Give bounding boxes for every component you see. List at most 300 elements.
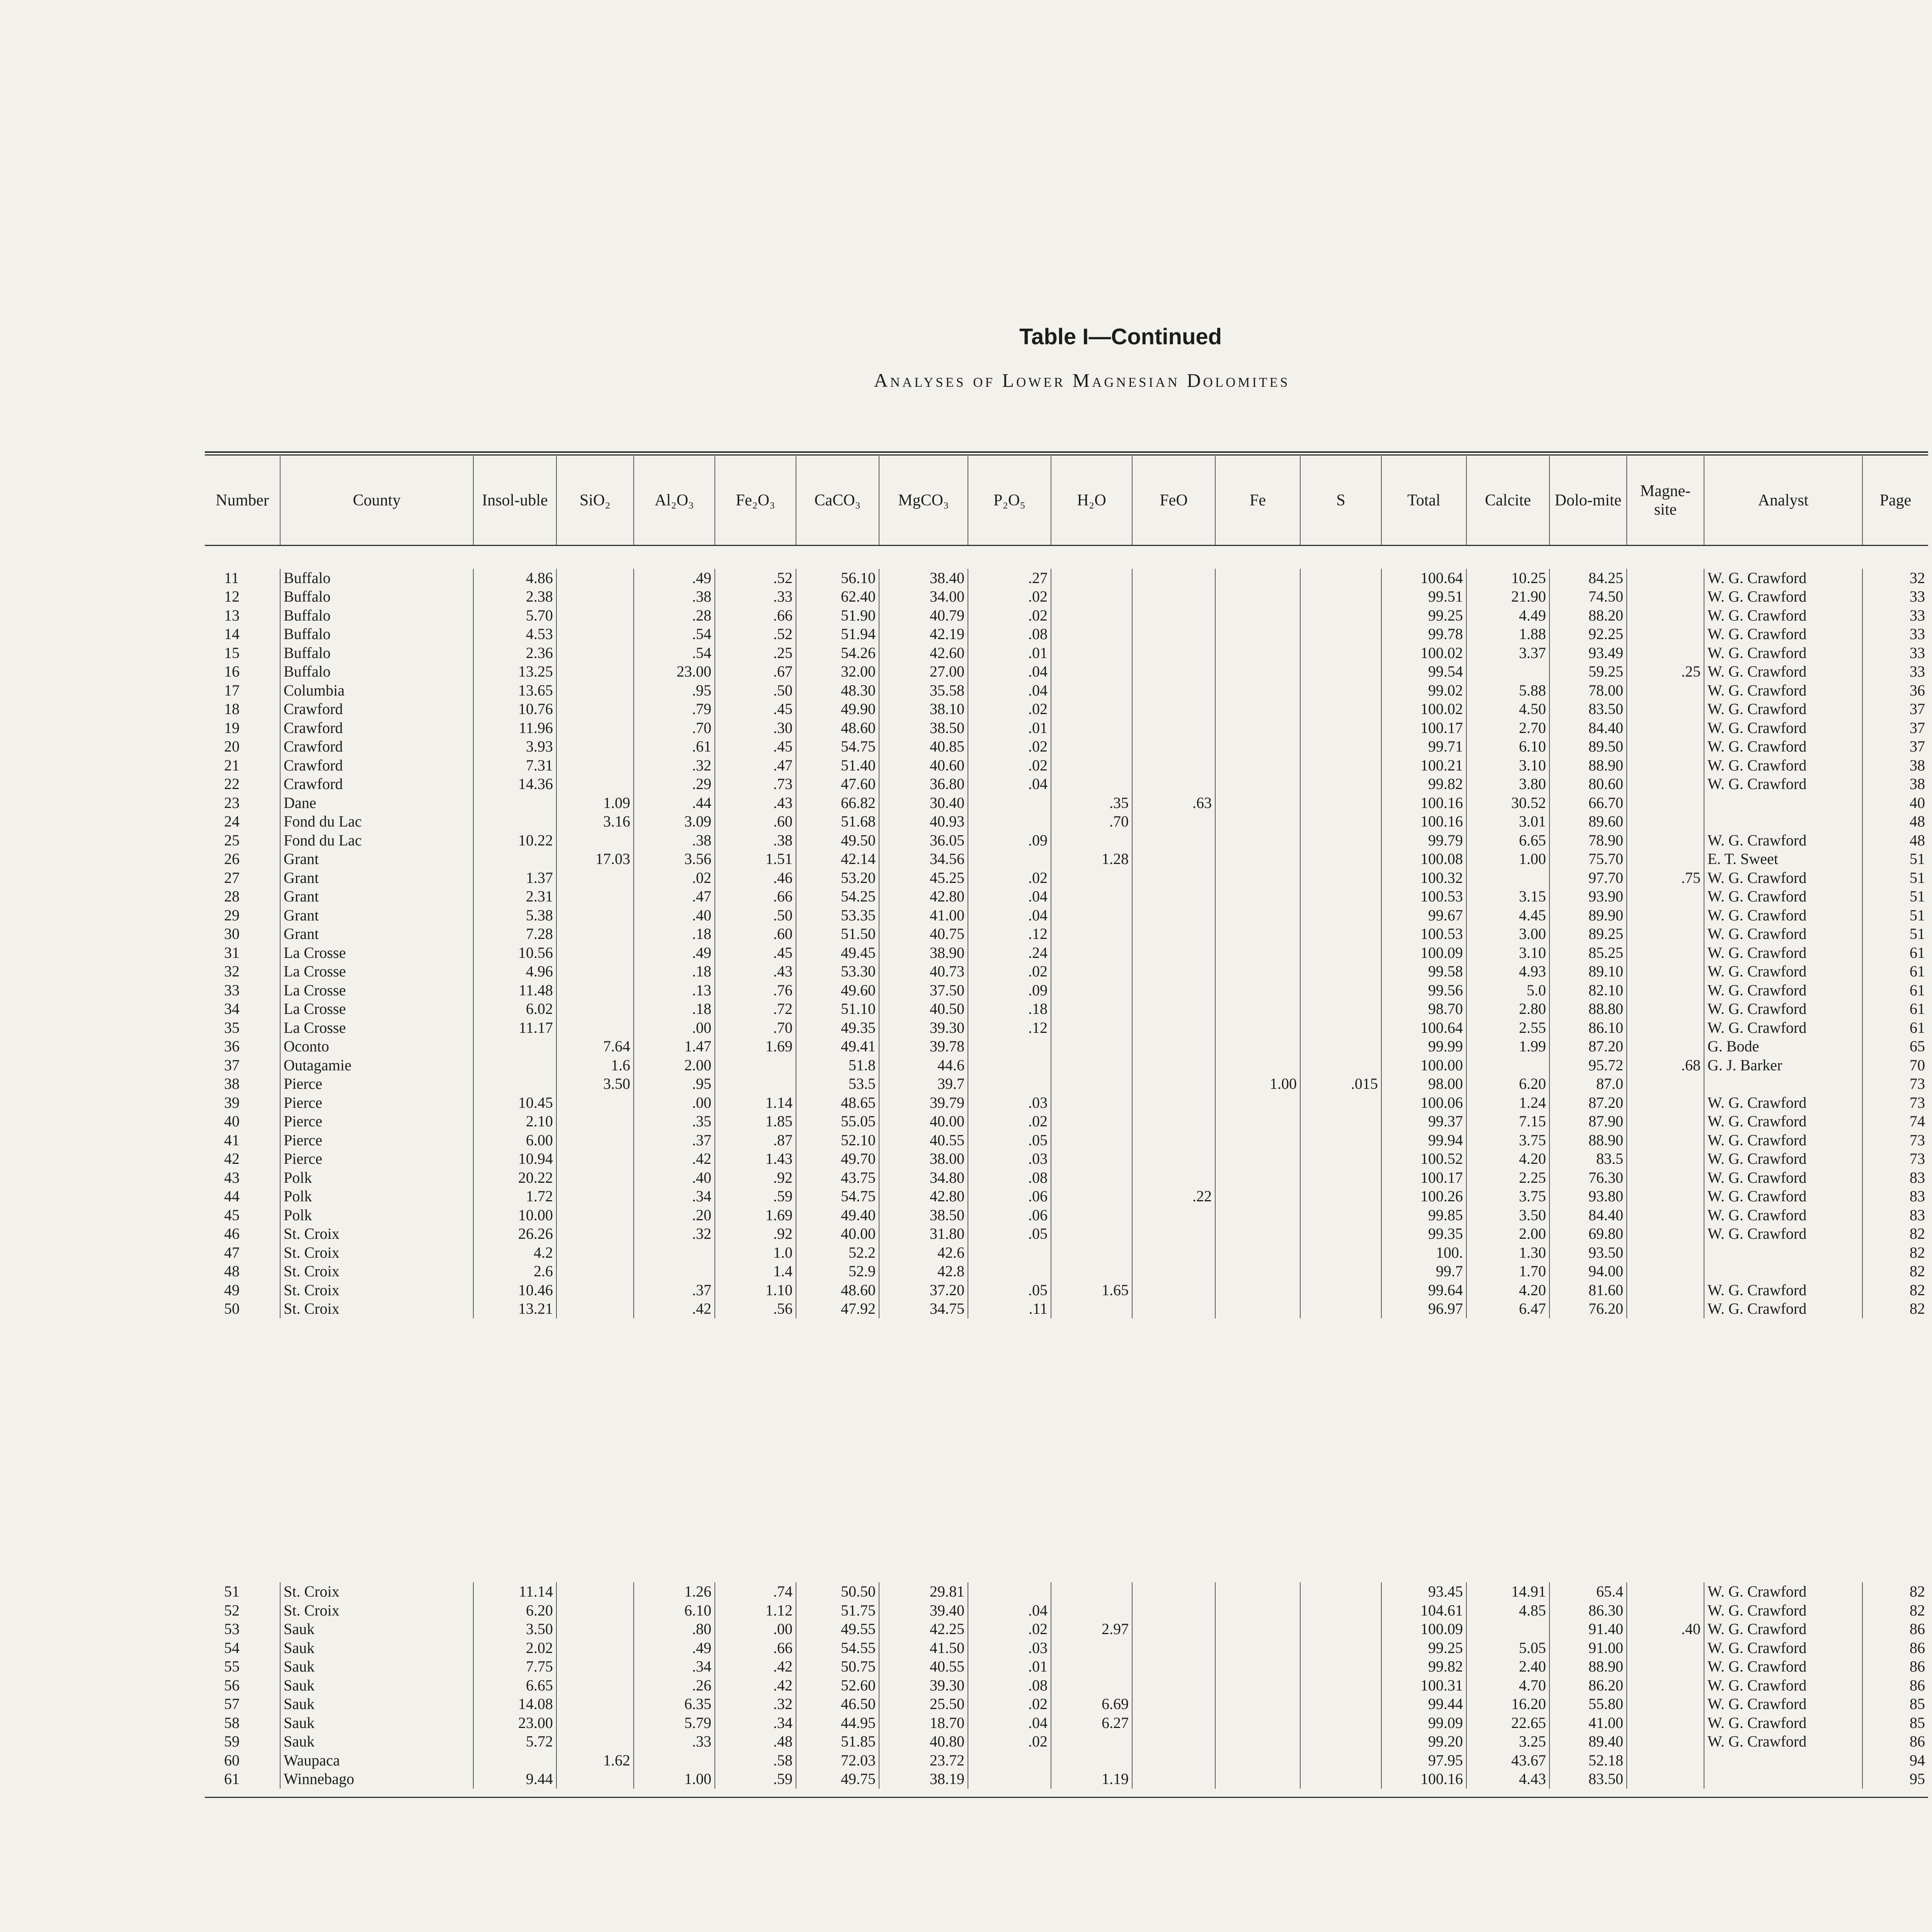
cell-al2o3: .34 bbox=[634, 1187, 715, 1206]
cell-magnesite bbox=[1627, 1112, 1704, 1131]
cell-al2o3: .29 bbox=[634, 775, 715, 794]
cell-s bbox=[1300, 1000, 1381, 1019]
cell-h2o bbox=[1051, 775, 1132, 794]
cell-fe2o3: .92 bbox=[715, 1168, 796, 1187]
cell-mgco3: 42.19 bbox=[879, 625, 968, 644]
cell-h2o bbox=[1051, 1150, 1132, 1168]
cell-magnesite bbox=[1627, 925, 1704, 944]
cell-s bbox=[1300, 944, 1381, 963]
cell-analyst: G. J. Barker bbox=[1704, 1056, 1862, 1075]
cell-insoluble: 4.53 bbox=[473, 625, 556, 644]
table-row bbox=[205, 700, 1928, 719]
table-row bbox=[205, 906, 1928, 925]
cell-mgco3: 42.80 bbox=[879, 1187, 968, 1206]
cell-p2o5 bbox=[968, 1262, 1051, 1281]
cell-s bbox=[1300, 1281, 1381, 1300]
cell-s bbox=[1300, 587, 1381, 606]
cell-dolomite: 89.10 bbox=[1549, 962, 1627, 981]
cell-s bbox=[1300, 1714, 1381, 1733]
cell-h2o bbox=[1051, 587, 1132, 606]
cell-sio2 bbox=[556, 775, 634, 794]
cell-number: 34 bbox=[224, 1000, 240, 1018]
cell-fe bbox=[1215, 1751, 1300, 1770]
cell-caco3: 49.50 bbox=[796, 831, 879, 850]
cell-h2o bbox=[1051, 925, 1132, 944]
cell-fe bbox=[1215, 869, 1300, 888]
cell-total: 100.16 bbox=[1381, 1770, 1466, 1789]
cell-fe2o3: .92 bbox=[715, 1225, 796, 1243]
cell-fe bbox=[1215, 1281, 1300, 1300]
cell-mgco3: 34.00 bbox=[879, 587, 968, 606]
gap-marker bbox=[270, 1459, 1928, 1460]
cell-number: 60 bbox=[224, 1751, 240, 1769]
cell-fe2o3: .50 bbox=[715, 681, 796, 700]
cell-mgco3: 40.85 bbox=[879, 737, 968, 756]
cell-total: 99.25 bbox=[1381, 606, 1466, 625]
cell-county: Sauk bbox=[280, 1657, 473, 1676]
cell-al2o3: .54 bbox=[634, 625, 715, 644]
cell-al2o3: .49 bbox=[634, 569, 715, 588]
cell-page: 32 bbox=[1862, 569, 1928, 588]
cell-feo bbox=[1132, 1037, 1215, 1056]
cell-mgco3: 40.50 bbox=[879, 1000, 968, 1019]
cell-h2o bbox=[1051, 662, 1132, 681]
cell-al2o3: .38 bbox=[634, 587, 715, 606]
cell-s bbox=[1300, 775, 1381, 794]
cell-dolomite: 83.50 bbox=[1549, 1770, 1627, 1789]
header-fe2o3: Fe₂O₃ bbox=[715, 456, 796, 546]
cell-al2o3: .42 bbox=[634, 1150, 715, 1168]
cell-al2o3: .37 bbox=[634, 1131, 715, 1150]
cell-feo bbox=[1132, 569, 1215, 588]
cell-h2o bbox=[1051, 869, 1132, 888]
cell-al2o3: .20 bbox=[634, 1206, 715, 1225]
cell-page: 36 bbox=[1862, 681, 1928, 700]
table-row bbox=[205, 850, 1928, 869]
cell-fe bbox=[1215, 850, 1300, 869]
cell-h2o bbox=[1051, 831, 1132, 850]
cell-analyst: E. T. Sweet bbox=[1704, 850, 1862, 869]
table-row bbox=[205, 1601, 1928, 1620]
cell-fe bbox=[1215, 1695, 1300, 1714]
cell-feo bbox=[1132, 1695, 1215, 1714]
cell-fe bbox=[1215, 794, 1300, 813]
cell-magnesite bbox=[1627, 1019, 1704, 1037]
cell-calcite: 3.50 bbox=[1466, 1206, 1549, 1225]
cell-s: .015 bbox=[1300, 1075, 1381, 1094]
cell-total: 99.25 bbox=[1381, 1639, 1466, 1658]
cell-page: 82 bbox=[1862, 1299, 1928, 1318]
table-row bbox=[205, 1657, 1928, 1676]
cell-calcite: 21.90 bbox=[1466, 587, 1549, 606]
cell-calcite: 4.43 bbox=[1466, 1770, 1549, 1789]
cell-p2o5: .12 bbox=[968, 1019, 1051, 1037]
cell-calcite: 4.20 bbox=[1466, 1281, 1549, 1300]
cell-magnesite bbox=[1627, 1281, 1704, 1300]
cell-page: 48 bbox=[1862, 812, 1928, 831]
cell-fe bbox=[1215, 1639, 1300, 1658]
cell-insoluble: 10.00 bbox=[473, 1206, 556, 1225]
cell-analyst: W. G. Crawford bbox=[1704, 1019, 1862, 1037]
cell-caco3: 51.94 bbox=[796, 625, 879, 644]
cell-p2o5 bbox=[968, 1582, 1051, 1601]
cell-county: Polk bbox=[280, 1206, 473, 1225]
cell-page: 82 bbox=[1862, 1582, 1928, 1601]
cell-feo bbox=[1132, 1019, 1215, 1037]
cell-caco3: 49.60 bbox=[796, 981, 879, 1000]
cell-caco3: 46.50 bbox=[796, 1695, 879, 1714]
cell-p2o5: .06 bbox=[968, 1206, 1051, 1225]
cell-sio2: 17.03 bbox=[556, 850, 634, 869]
cell-fe bbox=[1215, 906, 1300, 925]
cell-caco3: 56.10 bbox=[796, 569, 879, 588]
cell-magnesite bbox=[1627, 944, 1704, 963]
cell-h2o bbox=[1051, 719, 1132, 738]
cell-caco3: 51.85 bbox=[796, 1732, 879, 1751]
cell-feo bbox=[1132, 1657, 1215, 1676]
cell-page: 73 bbox=[1862, 1075, 1928, 1094]
cell-fe bbox=[1215, 1262, 1300, 1281]
cell-county: St. Croix bbox=[280, 1225, 473, 1243]
cell-sio2 bbox=[556, 1019, 634, 1037]
header-page: Page bbox=[1862, 456, 1928, 546]
bottom-rule bbox=[205, 1797, 1928, 1798]
cell-dolomite: 93.49 bbox=[1549, 644, 1627, 663]
cell-caco3: 47.92 bbox=[796, 1299, 879, 1318]
cell-fe bbox=[1215, 1131, 1300, 1150]
cell-caco3: 66.82 bbox=[796, 794, 879, 813]
cell-s bbox=[1300, 1056, 1381, 1075]
table-row bbox=[205, 1037, 1928, 1056]
cell-insoluble: 23.00 bbox=[473, 1714, 556, 1733]
cell-page: 85 bbox=[1862, 1714, 1928, 1733]
cell-total: 100. bbox=[1381, 1243, 1466, 1262]
cell-insoluble: 4.2 bbox=[473, 1243, 556, 1262]
cell-magnesite bbox=[1627, 587, 1704, 606]
cell-dolomite: 88.90 bbox=[1549, 1131, 1627, 1150]
cell-h2o bbox=[1051, 625, 1132, 644]
cell-p2o5: .11 bbox=[968, 1299, 1051, 1318]
cell-dolomite: 75.70 bbox=[1549, 850, 1627, 869]
cell-total: 99.85 bbox=[1381, 1206, 1466, 1225]
cell-county: Outagamie bbox=[280, 1056, 473, 1075]
cell-fe2o3: .30 bbox=[715, 719, 796, 738]
cell-sio2 bbox=[556, 887, 634, 906]
cell-fe2o3: .00 bbox=[715, 1620, 796, 1639]
cell-p2o5: .09 bbox=[968, 981, 1051, 1000]
cell-h2o bbox=[1051, 1056, 1132, 1075]
cell-h2o bbox=[1051, 681, 1132, 700]
cell-magnesite bbox=[1627, 1037, 1704, 1056]
cell-mgco3: 30.40 bbox=[879, 794, 968, 813]
cell-calcite bbox=[1466, 1620, 1549, 1639]
cell-analyst: W. G. Crawford bbox=[1704, 831, 1862, 850]
cell-al2o3 bbox=[634, 1262, 715, 1281]
cell-feo bbox=[1132, 1676, 1215, 1695]
cell-insoluble: 10.45 bbox=[473, 1094, 556, 1112]
cell-sio2 bbox=[556, 700, 634, 719]
cell-calcite: 1.70 bbox=[1466, 1262, 1549, 1281]
cell-h2o bbox=[1051, 1187, 1132, 1206]
top-double-rule-2 bbox=[205, 454, 1928, 456]
table-row bbox=[205, 1714, 1928, 1733]
cell-magnesite bbox=[1627, 1732, 1704, 1751]
cell-fe bbox=[1215, 1187, 1300, 1206]
cell-county: La Crosse bbox=[280, 962, 473, 981]
cell-county: Pierce bbox=[280, 1131, 473, 1150]
table-row bbox=[205, 1281, 1928, 1300]
cell-mgco3: 39.30 bbox=[879, 1019, 968, 1037]
table-row bbox=[205, 587, 1928, 606]
cell-dolomite: 88.20 bbox=[1549, 606, 1627, 625]
cell-county: Crawford bbox=[280, 719, 473, 738]
cell-page: 51 bbox=[1862, 869, 1928, 888]
cell-caco3: 53.20 bbox=[796, 869, 879, 888]
cell-p2o5 bbox=[968, 812, 1051, 831]
cell-fe bbox=[1215, 1056, 1300, 1075]
cell-total: 100.09 bbox=[1381, 944, 1466, 963]
cell-fe2o3: .72 bbox=[715, 1000, 796, 1019]
cell-feo bbox=[1132, 887, 1215, 906]
cell-caco3: 49.70 bbox=[796, 1150, 879, 1168]
cell-analyst: W. G. Crawford bbox=[1704, 644, 1862, 663]
table-row bbox=[205, 1094, 1928, 1112]
cell-caco3: 48.60 bbox=[796, 719, 879, 738]
cell-calcite: 5.0 bbox=[1466, 981, 1549, 1000]
cell-analyst bbox=[1704, 812, 1862, 831]
cell-number: 51 bbox=[224, 1583, 240, 1600]
cell-insoluble: 5.72 bbox=[473, 1732, 556, 1751]
cell-calcite: 4.70 bbox=[1466, 1676, 1549, 1695]
table-row bbox=[205, 569, 1928, 588]
cell-caco3: 48.65 bbox=[796, 1094, 879, 1112]
cell-county: Dane bbox=[280, 794, 473, 813]
cell-s bbox=[1300, 794, 1381, 813]
cell-analyst: W. G. Crawford bbox=[1704, 1150, 1862, 1168]
cell-fe2o3: .56 bbox=[715, 1299, 796, 1318]
cell-page: 95 bbox=[1862, 1770, 1928, 1789]
cell-insoluble: 4.86 bbox=[473, 569, 556, 588]
cell-al2o3: .70 bbox=[634, 719, 715, 738]
cell-magnesite bbox=[1627, 1131, 1704, 1150]
cell-s bbox=[1300, 1112, 1381, 1131]
cell-sio2 bbox=[556, 869, 634, 888]
cell-mgco3: 40.80 bbox=[879, 1732, 968, 1751]
cell-analyst: W. G. Crawford bbox=[1704, 1657, 1862, 1676]
cell-mgco3: 40.75 bbox=[879, 925, 968, 944]
cell-fe bbox=[1215, 962, 1300, 981]
cell-dolomite: 88.90 bbox=[1549, 1657, 1627, 1676]
cell-analyst: W. G. Crawford bbox=[1704, 1714, 1862, 1733]
cell-county: La Crosse bbox=[280, 1019, 473, 1037]
cell-dolomite: 80.60 bbox=[1549, 775, 1627, 794]
cell-calcite: 1.24 bbox=[1466, 1094, 1549, 1112]
cell-insoluble: 2.10 bbox=[473, 1112, 556, 1131]
header-total: Total bbox=[1381, 456, 1466, 546]
cell-fe bbox=[1215, 1582, 1300, 1601]
cell-s bbox=[1300, 1299, 1381, 1318]
cell-fe2o3: .25 bbox=[715, 644, 796, 663]
cell-mgco3: 18.70 bbox=[879, 1714, 968, 1733]
cell-dolomite: 66.70 bbox=[1549, 794, 1627, 813]
cell-number: 14 bbox=[224, 625, 240, 643]
cell-caco3: 54.55 bbox=[796, 1639, 879, 1658]
cell-page: 33 bbox=[1862, 587, 1928, 606]
cell-h2o bbox=[1051, 756, 1132, 775]
cell-county: La Crosse bbox=[280, 981, 473, 1000]
cell-fe bbox=[1215, 756, 1300, 775]
cell-county: Sauk bbox=[280, 1639, 473, 1658]
cell-total: 98.00 bbox=[1381, 1075, 1466, 1094]
cell-insoluble: 11.96 bbox=[473, 719, 556, 738]
cell-magnesite bbox=[1627, 1299, 1704, 1318]
cell-calcite: 5.88 bbox=[1466, 681, 1549, 700]
cell-magnesite bbox=[1627, 794, 1704, 813]
cell-total: 99.02 bbox=[1381, 681, 1466, 700]
cell-insoluble: 3.50 bbox=[473, 1620, 556, 1639]
cell-number: 17 bbox=[224, 681, 240, 699]
cell-al2o3: .37 bbox=[634, 1281, 715, 1300]
analyses-table-lower bbox=[205, 1582, 1928, 1789]
cell-dolomite: 78.00 bbox=[1549, 681, 1627, 700]
cell-total: 99.44 bbox=[1381, 1695, 1466, 1714]
cell-feo bbox=[1132, 662, 1215, 681]
cell-insoluble: 2.02 bbox=[473, 1639, 556, 1658]
cell-page: 65 bbox=[1862, 1037, 1928, 1056]
cell-total: 100.52 bbox=[1381, 1150, 1466, 1168]
cell-insoluble: 7.75 bbox=[473, 1657, 556, 1676]
cell-mgco3: 34.56 bbox=[879, 850, 968, 869]
cell-number: 55 bbox=[224, 1658, 240, 1675]
top-double-rule-1 bbox=[205, 451, 1928, 453]
cell-insoluble: 14.36 bbox=[473, 775, 556, 794]
cell-p2o5: .08 bbox=[968, 1676, 1051, 1695]
cell-county: Columbia bbox=[280, 681, 473, 700]
cell-analyst: W. G. Crawford bbox=[1704, 756, 1862, 775]
cell-s bbox=[1300, 700, 1381, 719]
cell-sio2 bbox=[556, 1299, 634, 1318]
cell-total: 93.45 bbox=[1381, 1582, 1466, 1601]
cell-fe2o3: .42 bbox=[715, 1676, 796, 1695]
cell-fe bbox=[1215, 1019, 1300, 1037]
cell-analyst: W. G. Crawford bbox=[1704, 681, 1862, 700]
cell-county: St. Croix bbox=[280, 1582, 473, 1601]
cell-h2o bbox=[1051, 1168, 1132, 1187]
cell-h2o bbox=[1051, 981, 1132, 1000]
cell-mgco3: 38.00 bbox=[879, 1150, 968, 1168]
cell-mgco3: 42.60 bbox=[879, 644, 968, 663]
cell-sio2 bbox=[556, 1131, 634, 1150]
cell-analyst: W. G. Crawford bbox=[1704, 887, 1862, 906]
cell-calcite: 4.20 bbox=[1466, 1150, 1549, 1168]
cell-analyst: W. G. Crawford bbox=[1704, 1187, 1862, 1206]
cell-page: 86 bbox=[1862, 1676, 1928, 1695]
cell-sio2 bbox=[556, 662, 634, 681]
cell-feo bbox=[1132, 775, 1215, 794]
cell-calcite: 2.80 bbox=[1466, 1000, 1549, 1019]
cell-calcite: 3.10 bbox=[1466, 944, 1549, 963]
cell-calcite: 1.99 bbox=[1466, 1037, 1549, 1056]
cell-county: Crawford bbox=[280, 700, 473, 719]
cell-calcite: 3.75 bbox=[1466, 1131, 1549, 1150]
cell-analyst: W. G. Crawford bbox=[1704, 1695, 1862, 1714]
cell-p2o5: .01 bbox=[968, 719, 1051, 738]
table-row bbox=[205, 869, 1928, 888]
header-analyst: Analyst bbox=[1704, 456, 1862, 546]
cell-mgco3: 37.20 bbox=[879, 1281, 968, 1300]
cell-insoluble: 10.76 bbox=[473, 700, 556, 719]
cell-fe bbox=[1215, 700, 1300, 719]
cell-s bbox=[1300, 812, 1381, 831]
cell-magnesite bbox=[1627, 1243, 1704, 1262]
cell-total: 99.54 bbox=[1381, 662, 1466, 681]
cell-county: Pierce bbox=[280, 1112, 473, 1131]
cell-feo bbox=[1132, 1112, 1215, 1131]
cell-magnesite bbox=[1627, 1657, 1704, 1676]
cell-page: 86 bbox=[1862, 1657, 1928, 1676]
cell-county: Crawford bbox=[280, 775, 473, 794]
cell-caco3: 55.05 bbox=[796, 1112, 879, 1131]
cell-page: 40 bbox=[1862, 794, 1928, 813]
cell-feo bbox=[1132, 831, 1215, 850]
cell-p2o5: .27 bbox=[968, 569, 1051, 588]
cell-h2o bbox=[1051, 1601, 1132, 1620]
cell-p2o5: .02 bbox=[968, 1695, 1051, 1714]
cell-mgco3: 36.80 bbox=[879, 775, 968, 794]
cell-feo bbox=[1132, 1150, 1215, 1168]
cell-calcite: 4.93 bbox=[1466, 962, 1549, 981]
cell-caco3: 32.00 bbox=[796, 662, 879, 681]
cell-number: 23 bbox=[224, 794, 240, 811]
cell-h2o bbox=[1051, 1206, 1132, 1225]
cell-insoluble bbox=[473, 812, 556, 831]
cell-s bbox=[1300, 1037, 1381, 1056]
cell-magnesite bbox=[1627, 625, 1704, 644]
cell-dolomite: 89.40 bbox=[1549, 1732, 1627, 1751]
cell-feo bbox=[1132, 1601, 1215, 1620]
header-al2o3: Al₂O₃ bbox=[634, 456, 715, 546]
cell-calcite: 3.01 bbox=[1466, 812, 1549, 831]
cell-county: Sauk bbox=[280, 1620, 473, 1639]
cell-calcite: 2.70 bbox=[1466, 719, 1549, 738]
cell-al2o3: .42 bbox=[634, 1299, 715, 1318]
cell-fe bbox=[1215, 1770, 1300, 1789]
cell-feo bbox=[1132, 944, 1215, 963]
cell-caco3: 52.60 bbox=[796, 1676, 879, 1695]
table-row bbox=[205, 831, 1928, 850]
cell-s bbox=[1300, 869, 1381, 888]
cell-magnesite bbox=[1627, 569, 1704, 588]
cell-s bbox=[1300, 606, 1381, 625]
cell-dolomite: 93.80 bbox=[1549, 1187, 1627, 1206]
cell-dolomite: 88.90 bbox=[1549, 756, 1627, 775]
cell-s bbox=[1300, 1639, 1381, 1658]
cell-insoluble: 26.26 bbox=[473, 1225, 556, 1243]
cell-al2o3: .79 bbox=[634, 700, 715, 719]
cell-s bbox=[1300, 756, 1381, 775]
cell-s bbox=[1300, 1168, 1381, 1187]
cell-sio2 bbox=[556, 1112, 634, 1131]
cell-s bbox=[1300, 737, 1381, 756]
cell-magnesite bbox=[1627, 981, 1704, 1000]
cell-al2o3: .28 bbox=[634, 606, 715, 625]
cell-fe bbox=[1215, 1150, 1300, 1168]
table-row bbox=[205, 1019, 1928, 1037]
cell-number: 54 bbox=[224, 1639, 240, 1656]
cell-feo bbox=[1132, 850, 1215, 869]
cell-magnesite: .75 bbox=[1627, 869, 1704, 888]
cell-fe bbox=[1215, 1000, 1300, 1019]
